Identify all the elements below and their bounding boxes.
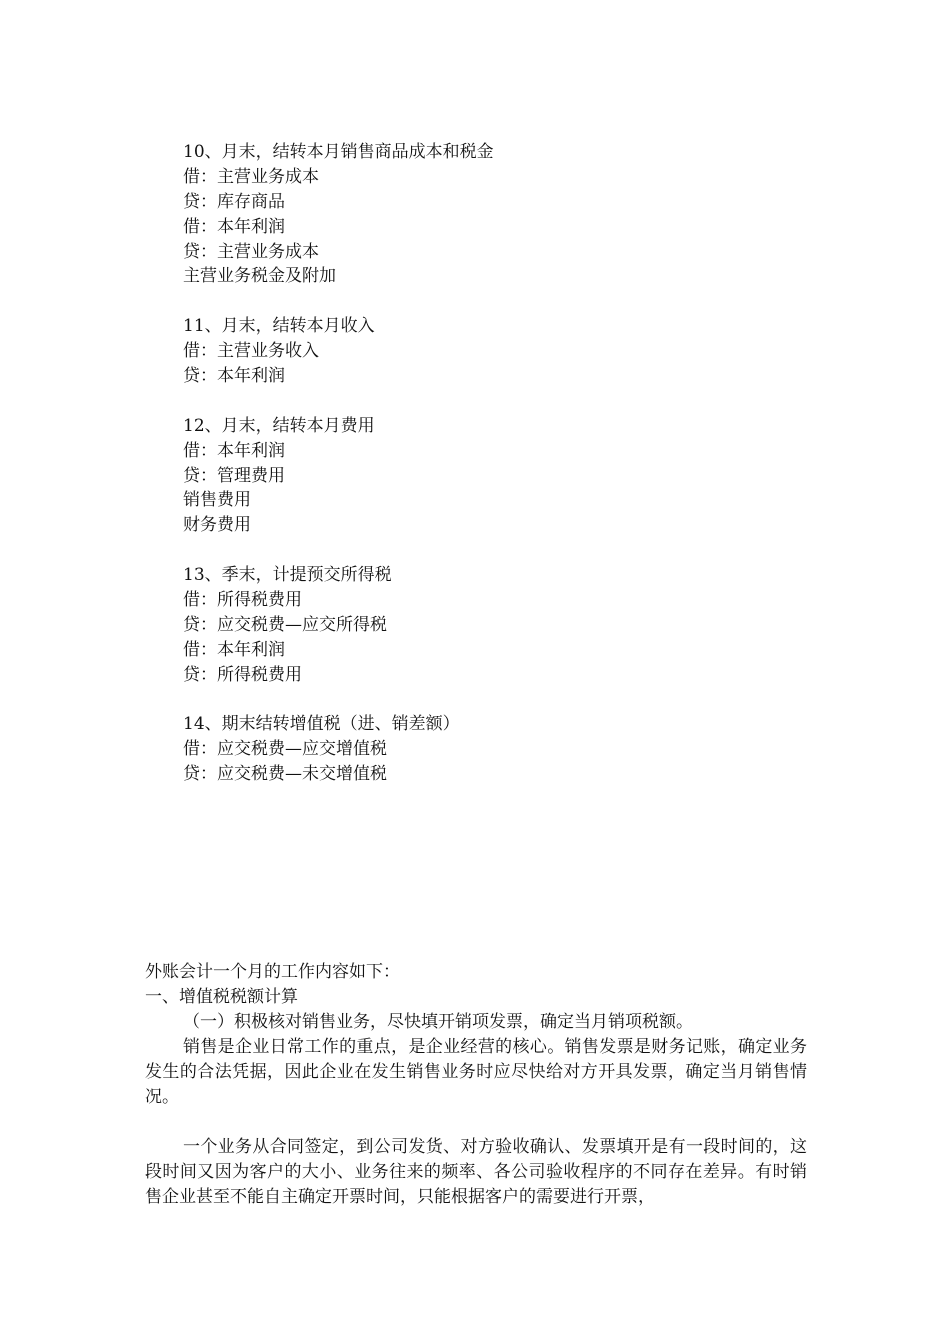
entry-line: 贷：管理费用 (183, 465, 285, 486)
entry-line: 借：本年利润 (183, 440, 285, 461)
entry-line: 借：本年利润 (183, 639, 285, 660)
intro-line: 外账会计一个月的工作内容如下： (145, 962, 400, 982)
paragraph-gap (145, 1110, 807, 1135)
entry-line: 销售费用 (183, 490, 251, 511)
entry-line: 借：所得税费用 (183, 590, 302, 611)
subheading: （一）积极核对销售业务，尽快填开销项发票，确定当月销项税额。 (183, 1012, 693, 1032)
entry-title: 13、季末，计提预交所得税 (183, 565, 392, 586)
entry-block-11 (183, 314, 803, 389)
journal-entries (183, 140, 803, 787)
paragraph: 一个业务从合同签定，到公司发货、对方验收确认、发票填开是有一段时间的，这段时间又因为客户的大小、业务往来的频率、各公司验收程序的不同存在差异。有时销售企业甚至不能自主确定开票时间，只能根据客户的需要进行开票， (145, 1137, 807, 1207)
entry-line: 借：本年利润 (183, 216, 285, 237)
entry-line: 贷：本年利润 (183, 366, 285, 387)
entry-line: 主营业务税金及附加 (183, 266, 336, 287)
entry-line: 借：主营业务收入 (183, 341, 319, 362)
entry-title: 11、月末，结转本月收入 (183, 316, 375, 337)
entry-line: 借：应交税费—应交增值税 (183, 739, 387, 760)
entry-block-12 (183, 414, 803, 538)
entry-block-13 (183, 563, 803, 687)
entry-title: 14、期末结转增值税（进、销差额） (183, 714, 460, 735)
entry-line: 借：主营业务成本 (183, 166, 319, 187)
entry-line: 贷：应交税费—应交所得税 (183, 614, 387, 635)
entry-line: 贷：应交税费—未交增值税 (183, 764, 387, 785)
entry-block-10 (183, 140, 803, 289)
entry-block-14 (183, 712, 803, 787)
entry-title: 10、月末，结转本月销售商品成本和税金 (183, 142, 494, 162)
entry-line: 财务费用 (183, 515, 251, 536)
entry-line: 贷：主营业务成本 (183, 241, 319, 262)
body-text (145, 960, 807, 1210)
entry-line: 贷：所得税费用 (183, 664, 302, 685)
paragraph: 销售是企业日常工作的重点，是企业经营的核心。销售发票是财务记账，确定业务发生的合法凭据，因此企业在发生销售业务时应尽快给对方开具发票，确定当月销售情况。 (145, 1037, 807, 1107)
section-heading: 一、增值税税额计算 (145, 987, 298, 1007)
entry-line: 贷：库存商品 (183, 191, 285, 212)
entry-title: 12、月末，结转本月费用 (183, 415, 375, 436)
